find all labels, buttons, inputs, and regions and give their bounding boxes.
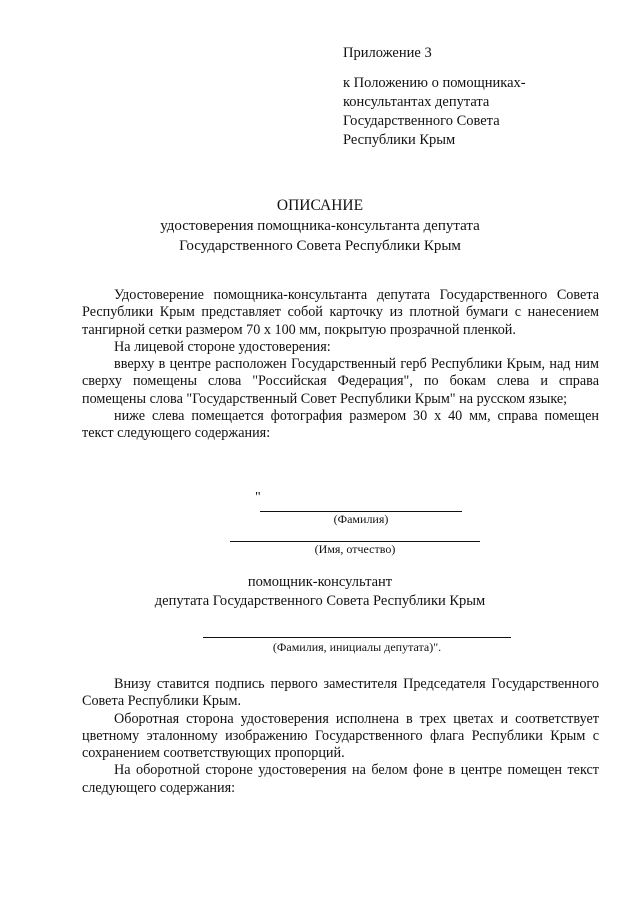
title-line-3: Государственного Совета Республики Крым [179,238,461,254]
paragraph: вверху в центре расположен Государственный герб Республики Крым, над ним сверху помещены слова "Российская Федерация", по бокам слева и справа помещены слова "Государственный Совет Республики Крым" на русском языке; [82,356,599,407]
annex-label: Приложение 3 [343,45,432,61]
paragraph: На лицевой стороне удостоверения: [114,338,331,355]
title-line-2: удостоверения помощника-консультанта депутата [160,218,480,234]
body-text [82,287,599,443]
annex-header [343,44,603,150]
paragraph: Оборотная сторона удостоверения исполнена в трех цветах и соответствует цветному эталонному изображению Государственного флага Республики Крым с сохранением соответствующих пропорций. [82,710,599,762]
surname-caption: (Фамилия) [333,512,389,526]
annex-line: Государственного Совета [343,113,500,129]
opening-quote: " [255,490,261,505]
annex-line: Республики Крым [343,132,456,148]
document-title [0,196,640,256]
paragraph: Внизу ставится подпись первого заместителя Председателя Государственного Совета Республики Крым. [82,676,599,710]
annex-line: консультантах депутата [343,94,490,110]
lower-text [82,676,599,797]
position-line-1: помощник-консультант [247,574,393,590]
title-heading: ОПИСАНИЕ [276,197,364,214]
paragraph: На оборотной стороне удостоверения на белом фоне в центре помещен текст следующего содержания: [82,762,599,796]
paragraph: ниже слева помещается фотография размером 30 х 40 мм, справа помещен текст следующего содержания: [82,408,599,442]
position-line-2: депутата Государственного Совета Республики Крым [154,593,486,609]
deputy-line [203,637,511,638]
paragraph: Удостоверение помощника-консультанта депутата Государственного Совета Республики Крым представляет собой карточку из плотной бумаги с нанесением тангирной сетки размером 70 х 100 мм, покрытую прозрачной пленкой. [82,287,599,338]
name-caption: (Имя, отчество) [314,542,396,556]
annex-line: к Положению о помощниках- [343,75,526,91]
deputy-caption: (Фамилия, инициалы депутата)". [272,640,442,654]
